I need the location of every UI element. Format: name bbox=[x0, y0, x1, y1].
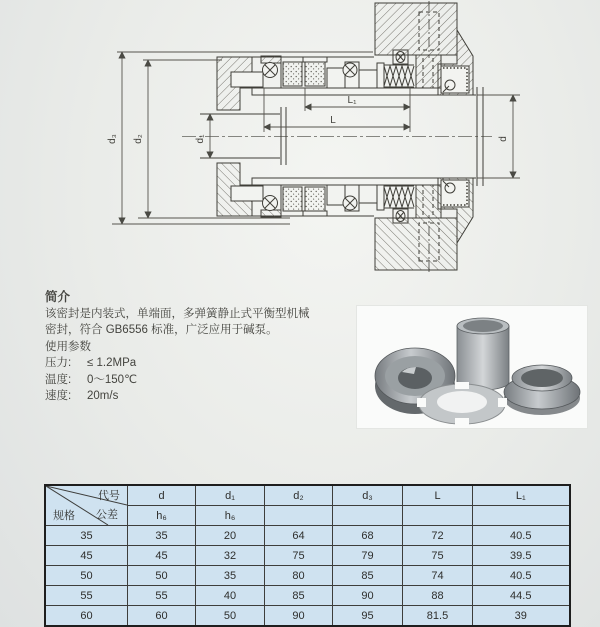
spec-cell: 60 bbox=[45, 606, 128, 627]
table-cell: 90 bbox=[333, 586, 403, 606]
table-cell: 50 bbox=[128, 566, 196, 586]
table-cell: 55 bbox=[128, 586, 196, 606]
column-header: d₃ bbox=[333, 485, 403, 506]
shaft-sleeve bbox=[252, 88, 443, 95]
table-row bbox=[45, 566, 570, 586]
column-header: L₁ bbox=[473, 485, 570, 506]
table-cell: 90 bbox=[265, 606, 333, 627]
seal-face-ring bbox=[305, 62, 325, 86]
table-cell: 35 bbox=[128, 526, 196, 546]
table-cell bbox=[473, 506, 570, 526]
table-cell: 60 bbox=[128, 606, 196, 627]
table-cell: 50 bbox=[196, 606, 265, 627]
spring bbox=[384, 65, 414, 87]
intro-section bbox=[45, 289, 355, 405]
photo-sleeve bbox=[457, 318, 509, 390]
table-cell: 72 bbox=[403, 526, 473, 546]
table-row bbox=[45, 606, 570, 627]
table-cell: 39 bbox=[473, 606, 570, 627]
spec-cell: 50 bbox=[45, 566, 128, 586]
table-cell bbox=[265, 506, 333, 526]
table-cell: 85 bbox=[265, 586, 333, 606]
column-header: d bbox=[128, 485, 196, 506]
table-row bbox=[45, 586, 570, 606]
seal-cross-section-drawing bbox=[0, 0, 600, 295]
o-ring bbox=[263, 63, 278, 78]
o-ring bbox=[343, 63, 357, 77]
seat-plate bbox=[231, 72, 263, 87]
dim-label-d3: d₃ bbox=[107, 134, 118, 144]
seat-pocket bbox=[441, 66, 469, 93]
table-cell: h₆ bbox=[128, 506, 196, 526]
dim-label-L: L bbox=[330, 115, 336, 126]
table-cell: 45 bbox=[128, 546, 196, 566]
dim-label-L1: L₁ bbox=[347, 95, 357, 106]
intro-line: 该密封是内装式，单端面，多弹簧静止式平衡型机械 bbox=[45, 307, 310, 320]
spec-cell: 55 bbox=[45, 586, 128, 606]
table-cell: 40 bbox=[196, 586, 265, 606]
table-cell: 44.5 bbox=[473, 586, 570, 606]
photo-seat-ring bbox=[504, 365, 580, 415]
table-row bbox=[45, 546, 570, 566]
column-header: d₂ bbox=[265, 485, 333, 506]
intro-title: 简介 bbox=[45, 290, 71, 304]
corner-label-spec: 规格 bbox=[53, 510, 75, 522]
dim-label-d: d bbox=[498, 136, 509, 142]
table-cell: 40.5 bbox=[473, 566, 570, 586]
gland-block bbox=[375, 3, 457, 55]
table-cell: 40.5 bbox=[473, 526, 570, 546]
corner-label-tolerance: 公差 bbox=[96, 509, 118, 521]
param-temperature: 温度: 0～150℃ bbox=[45, 373, 137, 386]
param-pressure: 压力: ≤ 1.2MPa bbox=[45, 357, 137, 369]
table-cell: 88 bbox=[403, 586, 473, 606]
table-cell bbox=[333, 506, 403, 526]
table-cell: 32 bbox=[196, 546, 265, 566]
params-title: 使用参数 bbox=[45, 340, 91, 353]
table-cell: 75 bbox=[265, 546, 333, 566]
corner-label-code: 代号 bbox=[98, 490, 120, 502]
table-cell: 80 bbox=[265, 566, 333, 586]
table-cell: 64 bbox=[265, 526, 333, 546]
table-cell: 95 bbox=[333, 606, 403, 627]
table-header-row bbox=[45, 485, 570, 506]
table-cell: 20 bbox=[196, 526, 265, 546]
spec-cell: 45 bbox=[45, 546, 128, 566]
table-cell: 81.5 bbox=[403, 606, 473, 627]
intro-line: 密封，符合 GB6556 标准，广泛应用于碱泵。 bbox=[45, 324, 278, 336]
table-row bbox=[45, 526, 570, 546]
table-cell: 68 bbox=[333, 526, 403, 546]
gland-web bbox=[416, 55, 441, 88]
dim-label-d2: d₂ bbox=[133, 134, 144, 144]
table-cell: 79 bbox=[333, 546, 403, 566]
column-header: d₁ bbox=[196, 485, 265, 506]
product-photo bbox=[357, 306, 587, 428]
table-cell: 75 bbox=[403, 546, 473, 566]
spec-table bbox=[44, 484, 571, 627]
seal-face-ring bbox=[283, 62, 302, 86]
spec-cell: 35 bbox=[45, 526, 128, 546]
table-cell: 35 bbox=[196, 566, 265, 586]
table-cell: h₆ bbox=[196, 506, 265, 526]
dim-label-d1: d₁ bbox=[195, 134, 206, 144]
table-cell bbox=[403, 506, 473, 526]
param-speed: 速度: 20m/s bbox=[45, 390, 119, 402]
table-cell: 85 bbox=[333, 566, 403, 586]
table-corner-cell bbox=[45, 485, 128, 526]
seal-upper-half bbox=[217, 1, 473, 110]
column-header: L bbox=[403, 485, 473, 506]
table-cell: 39.5 bbox=[473, 546, 570, 566]
table-cell: 74 bbox=[403, 566, 473, 586]
